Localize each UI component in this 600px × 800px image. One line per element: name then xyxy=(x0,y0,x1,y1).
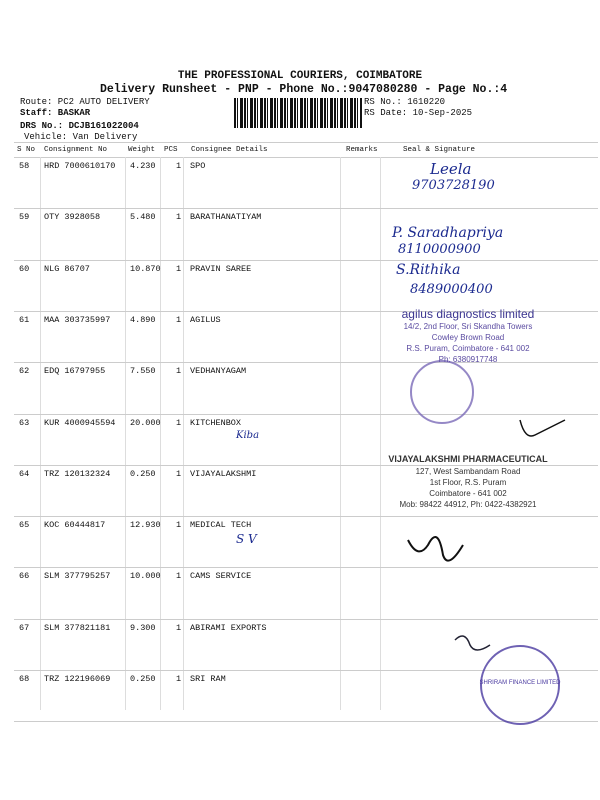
cell-wt: 20.000 xyxy=(130,417,161,428)
cell-name: CAMS SERVICE xyxy=(190,571,252,582)
cell-name: BARATHANATIYAM xyxy=(190,212,262,223)
cell-sno: 65 xyxy=(19,520,30,531)
cell-sno: 68 xyxy=(19,674,30,684)
signature-text: P. Saradhapriya xyxy=(392,225,504,241)
cell-name: ABIRAMI EXPORTS xyxy=(190,622,267,633)
cell-name: KITCHENBOX xyxy=(190,417,242,428)
agilus-stamp-line: 14/2, 2nd Floor, Sri Skandha Towers xyxy=(403,322,533,331)
cell-cn: MAA 303735997 xyxy=(44,314,111,325)
col-pcs: PCS xyxy=(164,146,178,154)
cell-cn: NLG 86707 xyxy=(44,263,90,274)
cell-cn: EDQ 16797955 xyxy=(44,366,106,377)
cell-cn: OTY 3928058 xyxy=(44,212,101,223)
signature-text: 9703728190 xyxy=(412,178,495,193)
cell-wt: 5.480 xyxy=(130,212,156,223)
signature-text: Kiba xyxy=(236,430,260,441)
staff: Staff: BASKAR xyxy=(20,108,91,118)
vehicle: Vehicle: Van Delivery xyxy=(24,132,138,142)
company-title: THE PROFESSIONAL COURIERS, COIMBATORE xyxy=(177,70,423,82)
cell-cn: TRZ 120132324 xyxy=(44,468,111,479)
cell-cn: KOC 60444817 xyxy=(44,520,106,531)
cell-wt: 10.000 xyxy=(130,571,161,582)
signature-text: 8489000400 xyxy=(410,282,493,297)
cell-name: VEDHANYAGAM xyxy=(190,366,247,377)
col-sno: S No xyxy=(17,146,36,154)
cell-cn: SLM 377795257 xyxy=(44,571,111,582)
cell-pcs: 1 xyxy=(176,366,182,377)
cell-sno: 62 xyxy=(19,366,30,377)
agilus-stamp-line: R.S. Puram, Coimbatore - 641 002 xyxy=(406,344,530,353)
cell-sno: 59 xyxy=(19,212,30,223)
rs-date: RS Date: 10-Sep-2025 xyxy=(364,108,473,118)
cell-pcs: 1 xyxy=(176,622,182,633)
vijaya-stamp-line: 1st Floor, R.S. Puram xyxy=(429,478,507,487)
cell-name: VIJAYALAKSHMI xyxy=(190,468,257,479)
signature-text: S.Rithika xyxy=(396,262,461,278)
cell-cn: SLM 377821181 xyxy=(44,622,111,633)
cell-pcs: 1 xyxy=(176,520,182,531)
cell-name: SPO xyxy=(190,161,206,171)
cell-sno: 58 xyxy=(19,161,30,171)
cell-sno: 66 xyxy=(19,571,30,582)
cell-pcs: 1 xyxy=(176,674,182,684)
vijaya-stamp-line: VIJAYALAKSHMI PHARMACEUTICAL xyxy=(388,454,548,464)
signature-text: Leela xyxy=(430,160,472,178)
cell-wt: 4.230 xyxy=(130,161,156,171)
cell-cn: KUR 4000945594 xyxy=(44,417,116,428)
cell-cn: TRZ 122196069 xyxy=(44,674,111,684)
route: Route: PC2 AUTO DELIVERY xyxy=(20,97,150,107)
cell-sno: 64 xyxy=(19,468,30,479)
col-consignee: Consignee Details xyxy=(191,146,268,154)
col-seal: Seal & Signature xyxy=(403,146,476,154)
cell-sno: 67 xyxy=(19,622,30,633)
cell-wt: 9.300 xyxy=(130,622,156,633)
cell-wt: 7.550 xyxy=(130,366,156,377)
agilus-stamp-line: agilus diagnostics limited xyxy=(401,307,535,321)
vijaya-stamp-line: Coimbatore - 641 002 xyxy=(429,489,507,498)
signature-text: 8110000900 xyxy=(398,242,481,257)
cell-pcs: 1 xyxy=(176,314,182,325)
cell-pcs: 1 xyxy=(176,263,182,274)
col-consignment: Consignment No xyxy=(44,146,108,154)
agilus-stamp-line: Cowley Brown Road xyxy=(431,333,505,342)
cell-name: AGILUS xyxy=(190,314,221,325)
vijaya-stamp-line: Mob: 98422 44912, Ph: 0422-4382921 xyxy=(399,500,537,509)
col-remarks: Remarks xyxy=(346,146,378,154)
cell-wt: 0.250 xyxy=(130,468,156,479)
cell-name: MEDICAL TECH xyxy=(190,520,252,531)
runsheet-subtitle: Delivery Runsheet - PNP - Phone No.:9047080280 - Page No.:4 xyxy=(100,83,508,96)
cell-pcs: 1 xyxy=(176,212,182,223)
rs-number: RS No.: 1610220 xyxy=(364,97,446,107)
cell-wt: 4.890 xyxy=(130,314,156,325)
cell-pcs: 1 xyxy=(176,417,182,428)
agilus-stamp-line: Ph: 6380917748 xyxy=(438,355,498,364)
cell-pcs: 1 xyxy=(176,468,182,479)
cell-pcs: 1 xyxy=(176,161,182,171)
vijaya-stamp-line: 127, West Sambandam Road xyxy=(415,467,521,476)
cell-name: SRI RAM xyxy=(190,674,226,684)
cell-sno: 60 xyxy=(19,263,30,274)
shriram-seal-text: SHRIRAM FINANCE LIMITED xyxy=(479,680,561,686)
cell-wt: 12.930 xyxy=(130,520,161,531)
signature-text: S V xyxy=(236,532,257,546)
cell-cn: HRD 7000610170 xyxy=(44,161,116,171)
drs-number: DRS No.: DCJB161022004 xyxy=(20,121,139,131)
cell-wt: 0.250 xyxy=(130,674,156,684)
cell-sno: 61 xyxy=(19,314,30,325)
col-weight: Weight xyxy=(128,146,156,154)
cell-pcs: 1 xyxy=(176,571,182,582)
cell-name: PRAVIN SAREE xyxy=(190,263,252,274)
cell-sno: 63 xyxy=(19,417,30,428)
cell-wt: 10.870 xyxy=(130,263,161,274)
